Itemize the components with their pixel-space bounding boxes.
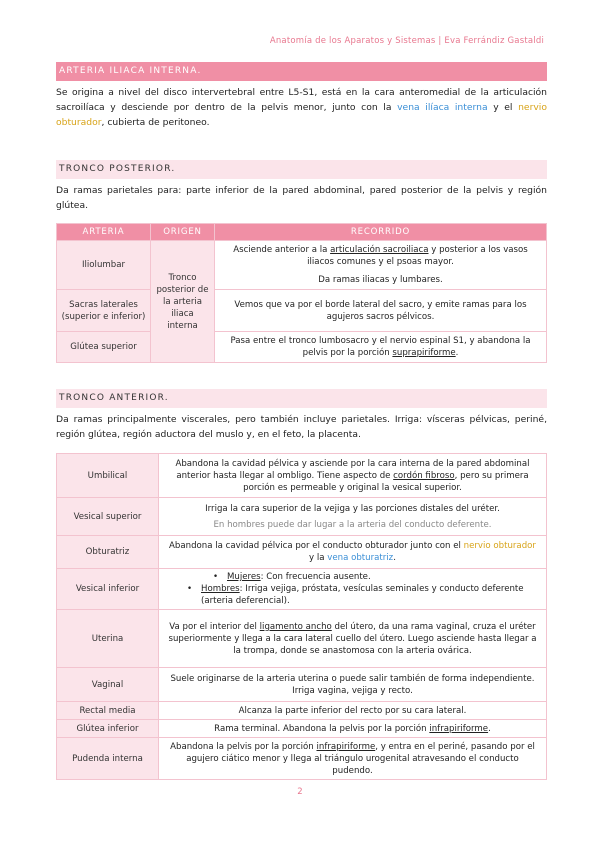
artery-pudenda-interna: Pudenda interna — [57, 738, 159, 780]
anterior-intro: Da ramas principalmente viscerales, pero también incluye parietales. Irriga: vísceras pélvicas, periné, región glútea, región aductora del muslo y, en el feto, la placenta. — [56, 414, 547, 440]
table-row — [57, 702, 547, 720]
table-row — [57, 498, 547, 536]
table-row — [57, 738, 547, 780]
desc-rectal-media: Alcanza la parte inferior del recto por su cara lateral. — [159, 702, 547, 720]
nervio-obturador-link: nervio obturador — [56, 102, 547, 128]
table-row — [57, 668, 547, 702]
artery-obturatriz: Obturatriz — [57, 536, 159, 569]
table-row — [57, 536, 547, 569]
posterior-table-header — [57, 224, 547, 241]
posterior-table — [56, 223, 547, 363]
desc-pudenda-interna: Abandona la pelvis por la porción infrapiriforme, y entra en el periné, pasando por el agujero ciático menor y llega al triángulo urogenital atravesando el conducto pudendo. — [159, 738, 547, 780]
section-title-tronco-anterior: TRONCO ANTERIOR. — [56, 389, 547, 408]
artery-glutea-inferior: Glútea inferior — [57, 720, 159, 738]
desc-umbilical: Abandona la cavidad pélvica y asciende por la cara interna de la pared abdominal anterior hasta llegar al ombligo. Tiene aspecto de cordón fibroso, pero su primera porción es permeable y original la vesical superior. — [159, 454, 547, 498]
posterior-intro: Da ramas parietales para: parte inferior de la pared abdominal, pared posterior de la pelvis y región glútea. — [56, 185, 547, 211]
table-row — [57, 569, 547, 610]
table-row — [57, 332, 547, 363]
table-row — [57, 454, 547, 498]
desc-vaginal: Suele originarse de la arteria uterina o puede salir también de forma independiente. Irriga vagina, vejiga y recto. — [159, 668, 547, 702]
anterior-table — [56, 453, 547, 780]
header-arteria: ARTERIA — [57, 224, 151, 241]
artery-iliolumbar: Iliolumbar — [57, 241, 151, 290]
artery-uterina: Uterina — [57, 610, 159, 668]
list-item: • Mujeres: Con frecuencia ausente. — [201, 571, 538, 583]
artery-sacras-laterales: Sacras laterales (superior e inferior) — [57, 290, 151, 332]
table-row — [57, 610, 547, 668]
origin-tronco-posterior: Tronco posterior de la arteria iliaca interna — [151, 241, 215, 363]
table-row — [57, 290, 547, 332]
artery-glutea-superior: Glútea superior — [57, 332, 151, 363]
vena-iliaca-interna-link: vena ilíaca interna — [397, 102, 488, 113]
artery-umbilical: Umbilical — [57, 454, 159, 498]
header-recorrido: RECORRIDO — [215, 224, 547, 241]
page-header: Anatomía de los Aparatos y Sistemas | Eva Ferrándiz Gastaldi — [269, 36, 544, 46]
page-number: 2 — [297, 787, 303, 797]
artery-vesical-inferior: Vesical inferior — [57, 569, 159, 610]
table-row — [57, 720, 547, 738]
route-sacras-laterales: Vemos que va por el borde lateral del sacro, y emite ramas para los agujeros sacros pélvicos. — [215, 290, 547, 332]
artery-vaginal: Vaginal — [57, 668, 159, 702]
list-item: • Hombres: Irriga vejiga, próstata, vesículas seminales y conducto deferente (arteria deferencial). — [201, 583, 538, 607]
desc-vesical-inferior — [159, 569, 547, 610]
header-origen: ORIGEN — [151, 224, 215, 241]
desc-vesical-superior: Irriga la cara superior de la vejiga y las porciones distales del uréter. En hombres puede dar lugar a la arteria del conducto deferente. — [159, 498, 547, 536]
desc-uterina: Va por el interior del ligamento ancho del útero, da una rama vaginal, cruza el uréter superiormente y llega a la cara lateral cuello del útero. Luego asciende hasta llegar a la trompa, donde se anastomosa con la arteria ovárica. — [159, 610, 547, 668]
desc-glutea-inferior: Rama terminal. Abandona la pelvis por la porción infrapiriforme. — [159, 720, 547, 738]
table-row — [57, 241, 547, 290]
route-iliolumbar: Asciende anterior a la articulación sacroiliaca y posterior a los vasos iliacos comunes y el psoas mayor. Da ramas iliacas y lumbares. — [215, 241, 547, 290]
artery-vesical-superior: Vesical superior — [57, 498, 159, 536]
artery-rectal-media: Rectal media — [57, 702, 159, 720]
section-title-arteria-iliaca-interna: ARTERIA ILIACA INTERNA. — [56, 62, 547, 81]
intro-paragraph: Se origina a nivel del disco intervertebral entre L5-S1, está en la cara anteromedial de la articulación sacroilíaca y desciende por dentro de la pelvis menor, junto con la vena ilíaca interna y el nervio obturador, cubierta de peritoneo. — [56, 87, 547, 128]
desc-obturatriz: Abandona la cavidad pélvica por el conducto obturador junto con el nervio obturador y la vena obturatriz. — [159, 536, 547, 569]
section-title-tronco-posterior: TRONCO POSTERIOR. — [56, 160, 547, 179]
route-glutea-superior: Pasa entre el tronco lumbosacro y el nervio espinal S1, y abandona la pelvis por la porción suprapiriforme. — [215, 332, 547, 363]
